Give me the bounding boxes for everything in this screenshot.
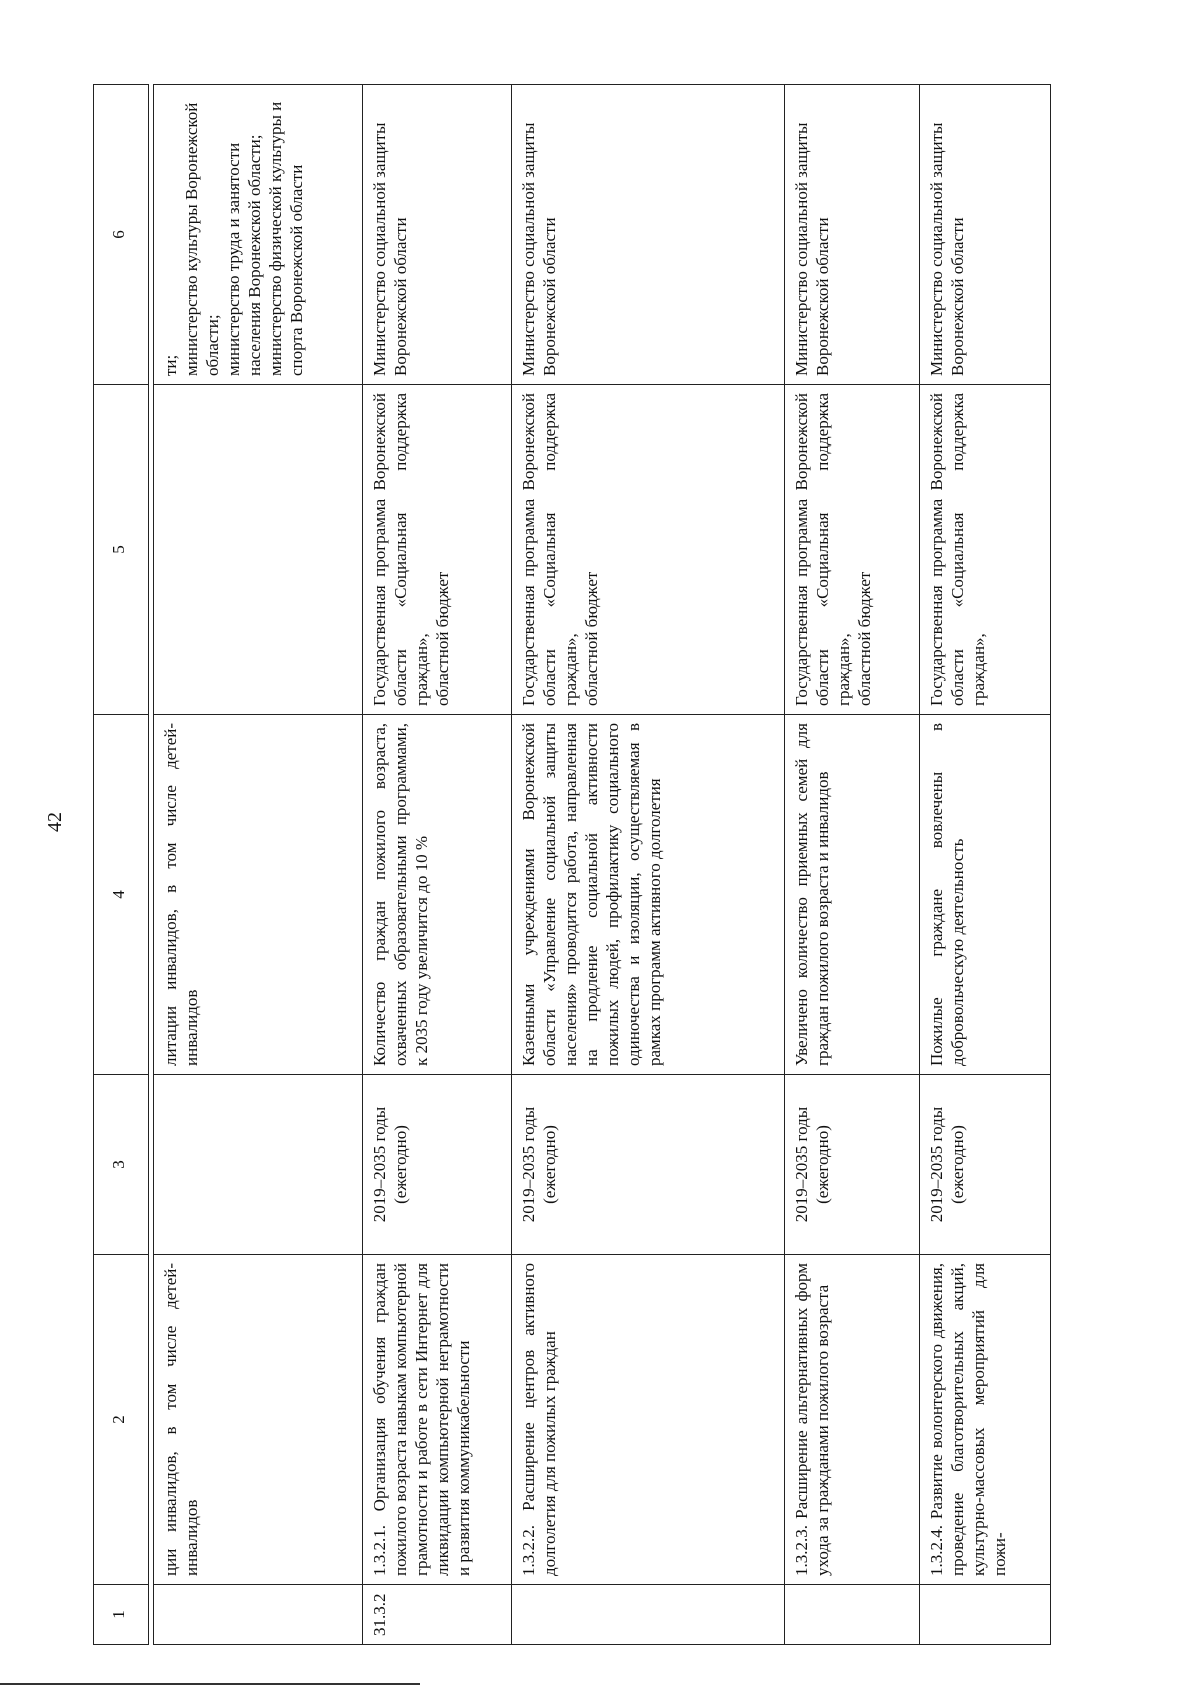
activity-cell: 1.3.2.4. Развитие волонтерского движения, проведение благотворительных акций, культурно-массовых мероприятий для пожи-: [920, 1255, 1051, 1585]
program-cell: Государственная программа Воронежской области «Социальная поддержка граждан», областной бюджет: [785, 385, 920, 715]
row-number: [154, 1585, 363, 1645]
program-cell: Государственная программа Воронежской области «Социальная поддержка граждан», областной бюджет: [363, 385, 512, 715]
header-col-3: 3: [94, 1075, 149, 1255]
plan-table: [93, 84, 1051, 1645]
row-number: 31.3.2: [363, 1585, 512, 1645]
table-row: [363, 85, 512, 1645]
row-number: [785, 1585, 920, 1645]
activity-cell: 1.3.2.3. Расширение альтернативных форм ухода за гражданами пожилого возраста: [785, 1255, 920, 1585]
table-row: [920, 85, 1051, 1645]
activity-cell: 1.3.2.1. Организация обучения граждан пожилого возраста навыкам компьютерной грамотности и работе в сети Интернет для ликвидации компьютерной неграмотности и развития коммуникабельности: [363, 1255, 512, 1585]
result-cell: литации инвалидов, в том числе детей-инвалидов: [154, 715, 363, 1075]
row-number: [920, 1585, 1051, 1645]
header-col-6: 6: [94, 85, 149, 385]
table-row: [154, 85, 363, 1645]
header-col-4: 4: [94, 715, 149, 1075]
program-cell: [154, 385, 363, 715]
row-number: [512, 1585, 785, 1645]
result-cell: Казенными учреждениями Воронежской области «Управление социальной защиты населения» проводится работа, направленная на продление социальной активности пожилых людей, профилактику социального одиночества и изоляции, осуществляемая в рамках программ активного долголетия: [512, 715, 785, 1075]
table-row: [512, 85, 785, 1645]
period-cell: 2019–2035 годы (ежегодно): [920, 1075, 1051, 1255]
table-row: [785, 85, 920, 1645]
result-cell: Количество граждан пожилого возраста, охваченных образовательными программами, к 2035 году увеличится до 10 %: [363, 715, 512, 1075]
responsible-cell: ти; министерство культуры Воронежской области; министерство труда и занятости населения Воронежской области; министерство физической культуры и спорта Воронежской области: [154, 85, 363, 385]
period-cell: 2019–2035 годы (ежегодно): [785, 1075, 920, 1255]
rotated-table-container: [93, 85, 1143, 1645]
activity-cell: ции инвалидов, в том числе детей-инвалидов: [154, 1255, 363, 1585]
responsible-cell: Министерство социальной защиты Воронежской области: [920, 85, 1051, 385]
period-cell: 2019–2035 годы (ежегодно): [512, 1075, 785, 1255]
page-bottom-rule: [0, 1683, 420, 1685]
period-cell: 2019–2035 годы (ежегодно): [363, 1075, 512, 1255]
responsible-cell: Министерство социальной защиты Воронежской области: [512, 85, 785, 385]
program-cell: Государственная программа Воронежской области «Социальная поддержка граждан»,: [920, 385, 1051, 715]
result-cell: Увеличено количество приемных семей для граждан пожилого возраста и инвалидов: [785, 715, 920, 1075]
result-cell: Пожилые граждане вовлечены в добровольческую деятельность: [920, 715, 1051, 1075]
header-col-2: 2: [94, 1255, 149, 1585]
header-col-1: 1: [94, 1585, 149, 1645]
page-number: 42: [44, 812, 66, 832]
responsible-cell: Министерство социальной защиты Воронежской области: [785, 85, 920, 385]
activity-cell: 1.3.2.2. Расширение центров активного долголетия для пожилых граждан: [512, 1255, 785, 1585]
header-col-5: 5: [94, 385, 149, 715]
responsible-cell: Министерство социальной защиты Воронежской области: [363, 85, 512, 385]
period-cell: [154, 1075, 363, 1255]
program-cell: Государственная программа Воронежской области «Социальная поддержка граждан», областной бюджет: [512, 385, 785, 715]
header-row: [94, 85, 149, 1645]
